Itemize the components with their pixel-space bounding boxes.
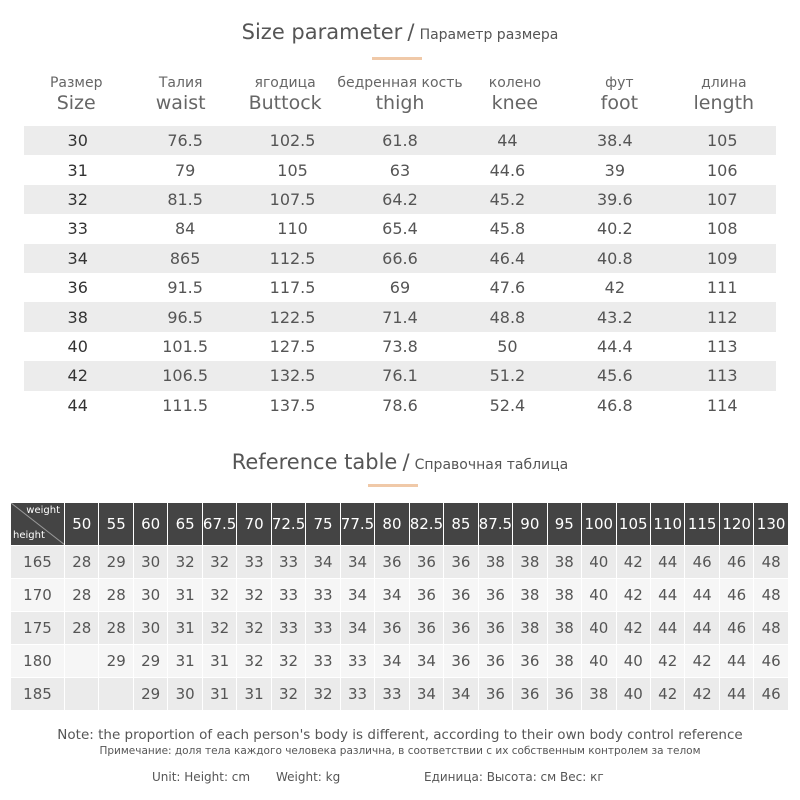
weight-header: 77.5 — [340, 503, 374, 546]
size-column-header — [567, 74, 671, 118]
reference-cell: 32 — [237, 612, 271, 645]
reference-cell: 46 — [754, 645, 788, 678]
size-label: 36 — [67, 278, 88, 298]
size-cell: 66.6 — [382, 248, 418, 268]
size-cell: 43.2 — [597, 307, 633, 327]
size-cell: 101.5 — [162, 336, 209, 356]
reference-cell: 46 — [719, 579, 753, 612]
size-row — [24, 361, 776, 390]
reference-cell: 38 — [547, 645, 581, 678]
reference-cell: 36 — [444, 579, 478, 612]
size-column-header — [233, 74, 337, 118]
size-cell: 112.5 — [269, 248, 316, 268]
title-slash: / — [402, 450, 410, 474]
size-cell: 39.6 — [597, 189, 633, 209]
size-cell: 91.5 — [167, 278, 203, 298]
size-cell: 96.5 — [167, 307, 203, 327]
reference-row — [11, 579, 789, 612]
size-cell: 39 — [604, 160, 625, 180]
size-cell: 79 — [174, 160, 196, 180]
reference-cell: 30 — [133, 612, 167, 645]
size-cell: 117.5 — [269, 278, 316, 298]
reference-cell: 32 — [237, 645, 271, 678]
column-header-en: length — [693, 92, 755, 114]
reference-cell: 34 — [340, 579, 374, 612]
size-cell: 106 — [706, 160, 738, 180]
reference-table — [10, 502, 789, 711]
size-row — [24, 273, 776, 302]
reference-cell: 34 — [444, 678, 478, 711]
unit-weight: Weight: kg — [276, 770, 341, 784]
weight-header: 60 — [133, 503, 167, 546]
size-cell: 113 — [706, 336, 738, 356]
size-cell: 51.2 — [489, 366, 526, 386]
size-cell: 76.5 — [167, 131, 203, 151]
reference-cell: 42 — [685, 678, 719, 711]
size-label: 31 — [67, 160, 88, 180]
reference-cell: 34 — [340, 612, 374, 645]
size-column-header — [128, 74, 232, 118]
reference-cell: 44 — [650, 612, 684, 645]
reference-cell: 38 — [478, 546, 512, 579]
size-cell: 69 — [389, 278, 411, 298]
reference-cell: 42 — [616, 579, 650, 612]
reference-cell: 33 — [340, 645, 374, 678]
reference-cell: 29 — [133, 678, 167, 711]
reference-cell: 42 — [650, 678, 684, 711]
size-title-en: Size parameter — [241, 20, 403, 44]
reference-cell: 29 — [133, 645, 167, 678]
reference-cell: 40 — [582, 579, 616, 612]
reference-cell: 48 — [754, 612, 788, 645]
weight-header: 87.5 — [478, 503, 512, 546]
reference-cell: 31 — [202, 678, 236, 711]
size-column-header — [337, 74, 462, 118]
reference-cell: 32 — [202, 612, 236, 645]
reference-cell: 30 — [168, 678, 202, 711]
reference-cell: 34 — [409, 645, 443, 678]
reference-cell — [65, 678, 99, 711]
column-header-ru: ягодица — [254, 75, 316, 91]
reference-cell: 36 — [513, 678, 547, 711]
size-cell: 114 — [706, 395, 738, 415]
size-cell: 44.6 — [489, 160, 526, 180]
reference-cell: 48 — [754, 546, 788, 579]
reference-cell: 40 — [616, 645, 650, 678]
reference-cell: 31 — [237, 678, 271, 711]
column-header-ru: фут — [605, 75, 634, 91]
size-row — [24, 391, 776, 420]
height-label: 180 — [11, 645, 65, 678]
size-label: 30 — [67, 131, 88, 151]
reference-cell: 46 — [719, 546, 753, 579]
reference-cell: 38 — [547, 612, 581, 645]
weight-header: 80 — [375, 503, 409, 546]
reference-cell: 32 — [202, 579, 236, 612]
reference-cell: 32 — [168, 546, 202, 579]
reference-cell: 33 — [306, 645, 340, 678]
reference-table-title — [0, 450, 800, 474]
reference-cell: 33 — [271, 546, 305, 579]
reference-cell: 38 — [513, 579, 547, 612]
reference-cell: 34 — [340, 546, 374, 579]
weight-header: 130 — [754, 503, 788, 546]
column-header-ru: бедренная кость — [337, 75, 463, 91]
size-cell: 107 — [706, 189, 738, 209]
size-cell: 108 — [706, 219, 738, 239]
size-cell: 127.5 — [269, 336, 316, 356]
reference-cell: 36 — [375, 612, 409, 645]
reference-cell: 38 — [582, 678, 616, 711]
size-label: 33 — [67, 219, 88, 239]
weight-header: 110 — [650, 503, 684, 546]
reference-cell: 38 — [547, 546, 581, 579]
reference-cell: 36 — [375, 546, 409, 579]
size-row — [24, 214, 776, 243]
column-header-ru: Размер — [49, 75, 103, 91]
reference-cell: 33 — [271, 612, 305, 645]
reference-cell: 46 — [754, 678, 788, 711]
reference-cell: 32 — [306, 678, 340, 711]
reference-cell: 31 — [202, 645, 236, 678]
reference-cell: 31 — [168, 612, 202, 645]
height-label: 175 — [11, 612, 65, 645]
reference-cell: 42 — [616, 612, 650, 645]
size-row — [24, 126, 776, 155]
reference-cell: 28 — [99, 579, 133, 612]
reference-cell: 34 — [375, 579, 409, 612]
weight-header: 75 — [306, 503, 340, 546]
height-label: 165 — [11, 546, 65, 579]
weight-header: 90 — [513, 503, 547, 546]
size-cell: 44.4 — [597, 336, 633, 356]
size-cell: 64.2 — [382, 189, 418, 209]
weight-header: 65 — [168, 503, 202, 546]
size-row — [24, 185, 776, 214]
size-row — [24, 155, 776, 184]
reference-cell: 28 — [65, 546, 99, 579]
reference-cell: 46 — [719, 612, 753, 645]
reference-cell: 40 — [616, 678, 650, 711]
size-column-header — [24, 74, 128, 118]
size-cell: 81.5 — [167, 189, 203, 209]
size-cell: 47.6 — [489, 278, 526, 298]
size-cell: 50 — [497, 336, 518, 356]
size-row — [24, 244, 776, 273]
reference-cell: 30 — [133, 546, 167, 579]
reference-cell: 29 — [99, 645, 133, 678]
size-cell: 110 — [277, 219, 308, 239]
weight-header: 105 — [616, 503, 650, 546]
weight-header: 67.5 — [202, 503, 236, 546]
size-cell: 113 — [706, 366, 738, 386]
column-header-en: thigh — [375, 92, 425, 114]
reference-cell: 31 — [168, 645, 202, 678]
reference-cell: 32 — [237, 579, 271, 612]
reference-cell: 42 — [616, 546, 650, 579]
size-label: 42 — [67, 366, 88, 386]
reference-row — [11, 546, 789, 579]
size-cell: 122.5 — [269, 307, 316, 327]
column-header-en: knee — [491, 92, 539, 114]
column-header-ru: колено — [488, 75, 542, 91]
reference-cell: 28 — [99, 612, 133, 645]
size-label: 34 — [67, 248, 88, 268]
reference-cell: 36 — [478, 579, 512, 612]
reference-cell: 33 — [237, 546, 271, 579]
reference-cell: 36 — [409, 579, 443, 612]
note-en: Note: the proportion of each person's body is different, according to their own body control reference — [57, 727, 743, 743]
reference-cell: 32 — [271, 645, 305, 678]
corner-weight-label: weight — [26, 505, 60, 516]
reference-cell: 42 — [650, 645, 684, 678]
reference-cell: 33 — [375, 678, 409, 711]
reference-cell — [65, 645, 99, 678]
size-row — [24, 332, 776, 361]
size-cell: 111.5 — [162, 395, 209, 415]
size-label: 44 — [67, 395, 88, 415]
reference-cell — [99, 678, 133, 711]
reference-cell: 36 — [444, 645, 478, 678]
column-header-en: foot — [600, 92, 639, 114]
reference-cell: 36 — [513, 645, 547, 678]
size-cell: 105 — [706, 131, 738, 151]
size-label: 40 — [67, 336, 88, 356]
reference-cell: 38 — [547, 579, 581, 612]
size-cell: 112 — [706, 307, 738, 327]
weight-height-corner — [11, 503, 65, 546]
reference-cell: 34 — [375, 645, 409, 678]
size-cell: 109 — [706, 248, 738, 268]
size-column-header — [463, 74, 567, 118]
size-cell: 105 — [277, 160, 308, 180]
size-parameter-title — [0, 20, 800, 44]
reference-cell: 33 — [271, 579, 305, 612]
height-label: 170 — [11, 579, 65, 612]
unit-height: Unit: Height: cm — [152, 770, 251, 784]
column-header-en: waist — [155, 92, 206, 114]
column-header-en: Buttock — [248, 92, 322, 114]
size-column-header — [672, 74, 776, 118]
reference-cell: 44 — [719, 645, 753, 678]
reference-title-ru: Справочная таблица — [414, 457, 569, 473]
weight-header: 55 — [99, 503, 133, 546]
weight-header: 95 — [547, 503, 581, 546]
reference-cell: 36 — [478, 678, 512, 711]
reference-cell: 42 — [685, 645, 719, 678]
unit-ru: Единица: Высота: см Вес: кг — [424, 770, 604, 784]
column-header-ru: Талия — [158, 75, 203, 91]
reference-cell: 44 — [650, 546, 684, 579]
size-cell: 76.1 — [382, 366, 418, 386]
weight-header: 120 — [719, 503, 753, 546]
size-cell: 78.6 — [382, 395, 418, 415]
size-cell: 45.6 — [597, 366, 633, 386]
reference-cell: 30 — [133, 579, 167, 612]
size-title-underline — [372, 57, 422, 60]
size-cell: 46.8 — [597, 395, 633, 415]
reference-cell: 36 — [478, 645, 512, 678]
reference-cell: 33 — [306, 612, 340, 645]
size-cell: 38.4 — [597, 131, 633, 151]
size-cell: 102.5 — [269, 131, 316, 151]
reference-header-row — [11, 503, 789, 546]
reference-cell: 32 — [202, 546, 236, 579]
size-row — [24, 302, 776, 331]
size-cell: 48.8 — [489, 307, 526, 327]
reference-row — [11, 612, 789, 645]
size-cell: 137.5 — [269, 395, 316, 415]
size-cell: 63 — [389, 160, 411, 180]
reference-cell: 32 — [271, 678, 305, 711]
reference-cell: 48 — [754, 579, 788, 612]
weight-header: 85 — [444, 503, 478, 546]
reference-cell: 36 — [444, 546, 478, 579]
note-ru: Примечание: доля тела каждого человека различна, в соответствии с их собственным контролем за телом — [99, 745, 701, 757]
weight-header: 70 — [237, 503, 271, 546]
size-cell: 40.2 — [597, 219, 633, 239]
weight-header: 72.5 — [271, 503, 305, 546]
size-cell: 865 — [169, 248, 201, 268]
reference-cell: 28 — [65, 612, 99, 645]
reference-cell: 34 — [306, 546, 340, 579]
title-slash: / — [407, 20, 415, 44]
size-cell: 132.5 — [269, 366, 316, 386]
size-cell: 40.8 — [597, 248, 633, 268]
reference-cell: 33 — [340, 678, 374, 711]
size-cell: 52.4 — [489, 395, 526, 415]
weight-header: 82.5 — [409, 503, 443, 546]
reference-cell: 28 — [65, 579, 99, 612]
reference-cell: 34 — [409, 678, 443, 711]
height-label: 185 — [11, 678, 65, 711]
size-cell: 107.5 — [269, 189, 316, 209]
size-cell: 46.4 — [489, 248, 526, 268]
reference-cell: 38 — [513, 546, 547, 579]
reference-cell: 44 — [685, 612, 719, 645]
column-header-en: Size — [56, 92, 96, 114]
size-cell: 84 — [174, 219, 196, 239]
reference-title-underline — [368, 484, 418, 487]
size-cell: 73.8 — [382, 336, 418, 356]
size-cell: 61.8 — [382, 131, 418, 151]
size-title-ru: Параметр размера — [419, 27, 559, 43]
reference-cell: 44 — [685, 579, 719, 612]
size-table — [24, 126, 776, 420]
size-cell: 45.2 — [489, 189, 526, 209]
reference-cell: 44 — [719, 678, 753, 711]
size-label: 32 — [67, 189, 88, 209]
reference-cell: 40 — [582, 546, 616, 579]
reference-cell: 36 — [547, 678, 581, 711]
size-cell: 106.5 — [162, 366, 209, 386]
reference-cell: 38 — [513, 612, 547, 645]
size-table-header — [24, 74, 776, 118]
weight-header: 115 — [685, 503, 719, 546]
reference-cell: 46 — [685, 546, 719, 579]
reference-cell: 36 — [444, 612, 478, 645]
size-cell: 45.8 — [489, 219, 526, 239]
corner-height-label: height — [13, 530, 45, 541]
reference-cell: 33 — [306, 579, 340, 612]
size-cell: 111 — [706, 278, 738, 298]
weight-header: 50 — [65, 503, 99, 546]
reference-cell: 36 — [409, 612, 443, 645]
size-label: 38 — [67, 307, 88, 327]
reference-cell: 36 — [409, 546, 443, 579]
weight-header: 100 — [582, 503, 616, 546]
reference-row — [11, 678, 789, 711]
reference-cell: 29 — [99, 546, 133, 579]
reference-row — [11, 645, 789, 678]
size-cell: 71.4 — [382, 307, 418, 327]
reference-cell: 40 — [582, 645, 616, 678]
column-header-ru: длина — [701, 75, 747, 91]
reference-title-en: Reference table — [231, 450, 398, 474]
size-cell: 65.4 — [382, 219, 418, 239]
reference-cell: 44 — [650, 579, 684, 612]
reference-cell: 40 — [582, 612, 616, 645]
reference-cell: 36 — [478, 612, 512, 645]
size-cell: 42 — [604, 278, 625, 298]
size-cell: 44 — [497, 131, 518, 151]
reference-cell: 31 — [168, 579, 202, 612]
